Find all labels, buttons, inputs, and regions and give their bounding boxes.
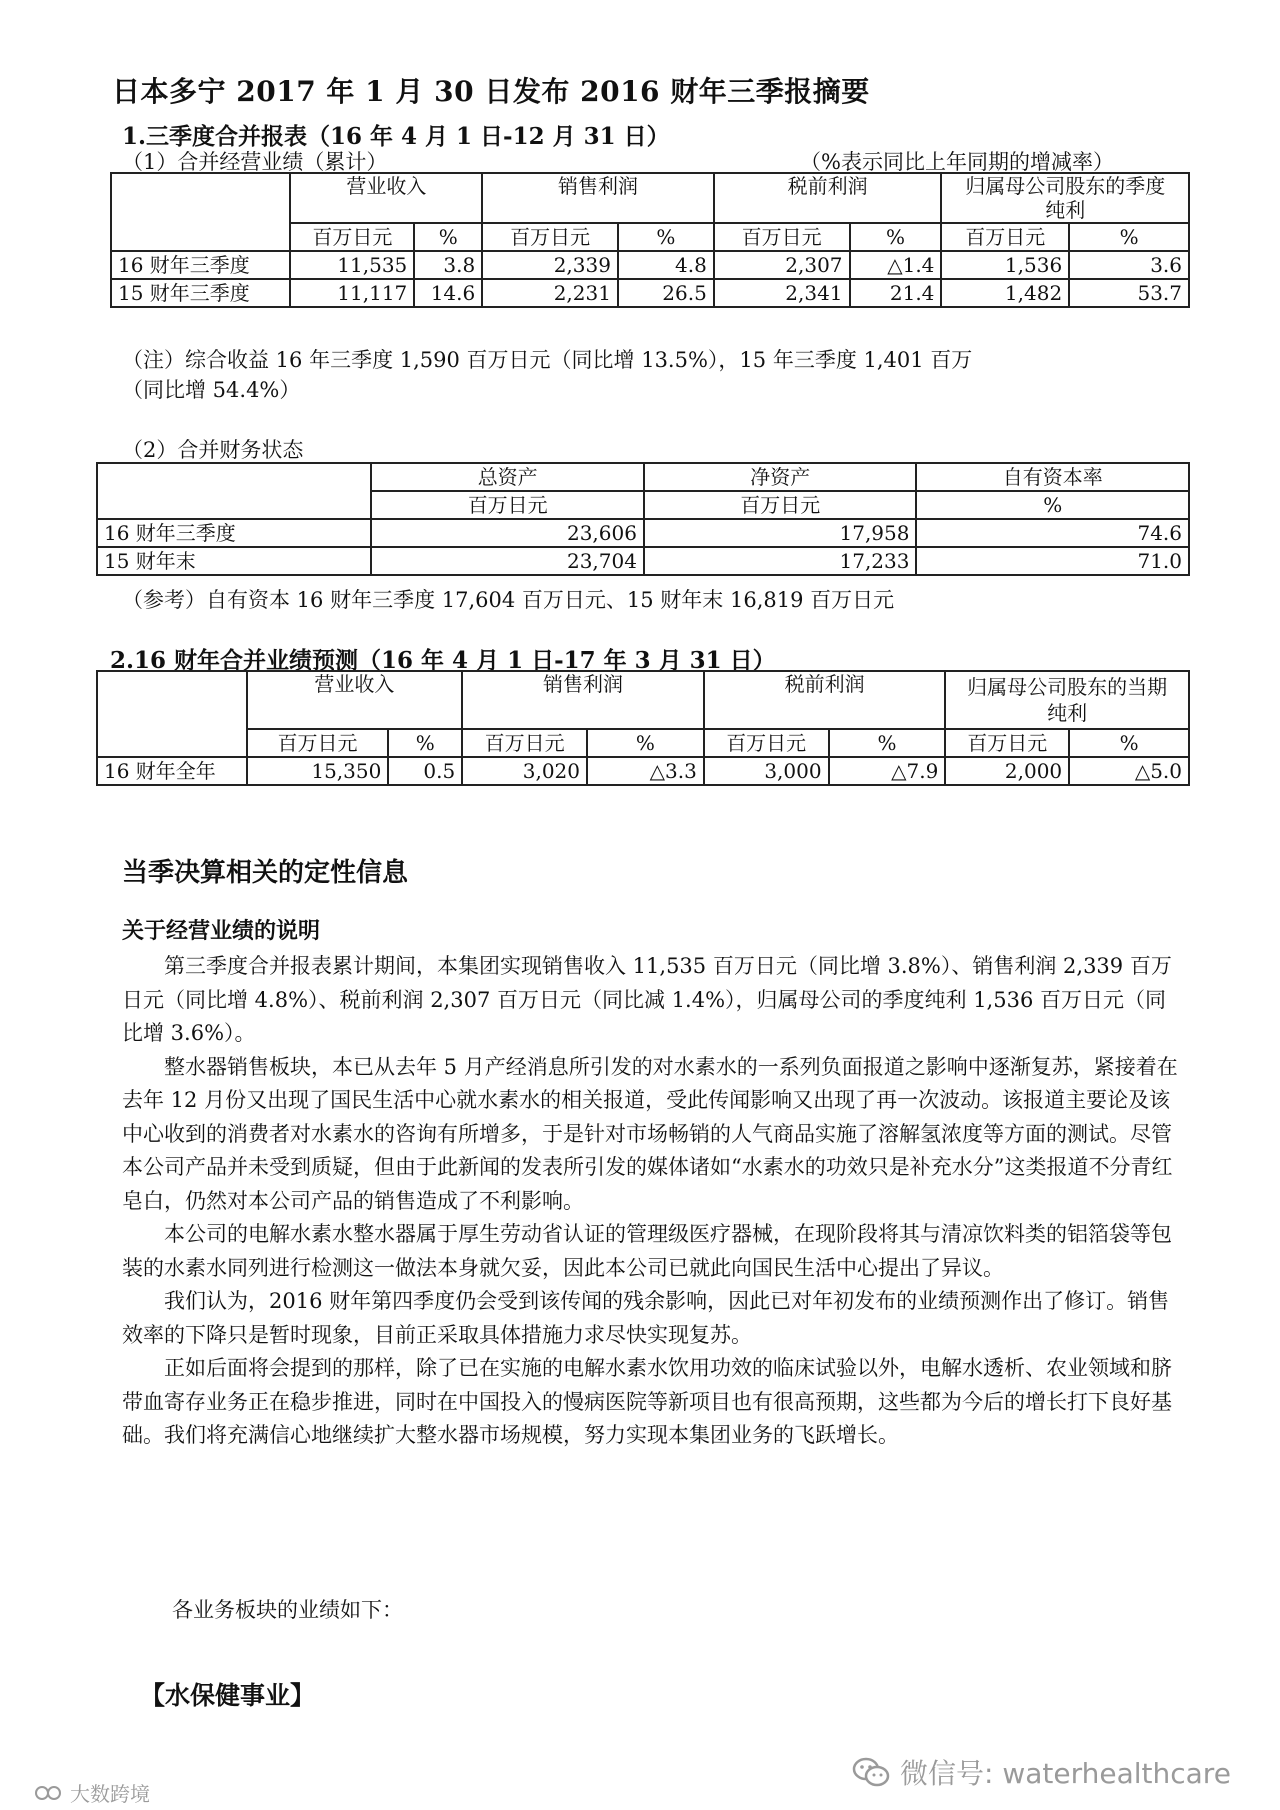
- table-cell: 3.8: [414, 251, 482, 279]
- table-cell: 15,350: [247, 757, 389, 785]
- table1-header: 销售利润: [482, 173, 714, 223]
- table3-unit: %: [1069, 729, 1189, 757]
- table-cell: △1.4: [850, 251, 942, 279]
- table2-header: 自有资本率: [916, 463, 1189, 491]
- table-row: [97, 519, 1189, 547]
- table-cell: 74.6: [916, 519, 1189, 547]
- table-cell: 1,536: [941, 251, 1069, 279]
- table-cell: 23,704: [371, 547, 644, 575]
- table3-unit: %: [388, 729, 462, 757]
- table-row: [111, 279, 1189, 307]
- section1-heading: 1.三季度合并报表（16 年 4 月 1 日-12 月 31 日）: [122, 123, 670, 150]
- table-cell: 2,307: [714, 251, 850, 279]
- table-cell: 0.5: [388, 757, 462, 785]
- table-cell: 17,958: [644, 519, 917, 547]
- qualitative-subheading: 关于经营业绩的说明: [122, 918, 321, 944]
- table-row: [97, 547, 1189, 575]
- paragraph: 我们认为，2016 财年第四季度仍会受到该传闻的残余影响，因此已对年初发布的业绩预测作出了修订。销售效率的下降只是暂时现象，目前正采取具体措施力求尽快实现复苏。: [122, 1289, 1170, 1347]
- table1-unit: %: [1069, 223, 1189, 251]
- table-cell: 14.6: [414, 279, 482, 307]
- segment-heading: 【水保健事业】: [140, 1681, 316, 1710]
- table-cell: 4.8: [618, 251, 714, 279]
- table-cell: 71.0: [916, 547, 1189, 575]
- table1-unit: %: [850, 223, 942, 251]
- closing-line: 各业务板块的业绩如下：: [172, 1598, 403, 1622]
- table3-unit: %: [587, 729, 704, 757]
- table-cell: △3.3: [587, 757, 704, 785]
- note2: （参考）自有资本 16 财年三季度 17,604 百万日元、15 财年末 16,819 百万日元: [122, 588, 895, 612]
- paragraph: 整水器销售板块，本已从去年 5 月产经消息所引发的对水素水的一系列负面报道之影响中逐渐复苏，紧接着在去年 12 月份又出现了国民生活中心就水素水的相关报道，受此传闻影响又出现了再一次波动。该报道主要论及该中心收到的消费者对水素水的咨询有所增多，于是针对市场畅销的人气商品实施了溶解氢浓度等方面的测试。尽管本公司产品并未受到质疑，但由于此新闻的发表所引发的媒体诸如“水素水的功效只是补充水分”这类报道不分青红皂白，仍然对本公司产品的销售造成了不利影响。: [122, 1054, 1178, 1213]
- table-row: [111, 251, 1189, 279]
- table2-header: 总资产: [371, 463, 644, 491]
- table2-header: 净资产: [644, 463, 917, 491]
- table-cell: 26.5: [618, 279, 714, 307]
- note1-line1: （注）综合收益 16 年三季度 1,590 百万日元（同比增 13.5%），15 年三季度 1,401 百万: [122, 348, 973, 372]
- row-label: 15 财年末: [97, 547, 371, 575]
- table3-header: 归属母公司股东的当期纯利: [945, 671, 1189, 729]
- table1-unit: 百万日元: [482, 223, 618, 251]
- table3-unit: 百万日元: [462, 729, 587, 757]
- table3-unit: 百万日元: [247, 729, 389, 757]
- qualitative-heading: 当季决算相关的定性信息: [122, 858, 409, 888]
- wechat-icon: [852, 1756, 890, 1788]
- table-forecast: [96, 670, 1190, 786]
- row-label: 15 财年三季度: [111, 279, 290, 307]
- table3-unit: %: [829, 729, 946, 757]
- table3-unit: 百万日元: [704, 729, 829, 757]
- table1-unit: %: [414, 223, 482, 251]
- table2-unit: 百万日元: [371, 491, 644, 519]
- section1-sub2: （2）合并财务状态: [122, 438, 304, 462]
- row-label: 16 财年全年: [97, 757, 247, 785]
- body-text: [122, 950, 1182, 1453]
- bottom-left-watermark: [34, 1778, 150, 1807]
- table-cell: 2,000: [945, 757, 1069, 785]
- section1-sub1: （1）合并经营业绩（累计）: [122, 150, 388, 174]
- table-cell: 11,117: [290, 279, 414, 307]
- table-cell: △5.0: [1069, 757, 1189, 785]
- table-cell: 1,482: [941, 279, 1069, 307]
- row-label: 16 财年三季度: [97, 519, 371, 547]
- table3-corner: [97, 671, 247, 757]
- table-cell: 2,341: [714, 279, 850, 307]
- brand-logo-icon: [34, 1783, 64, 1803]
- table-cell: 3,020: [462, 757, 587, 785]
- table-cell: 2,231: [482, 279, 618, 307]
- note1-line2: （同比增 54.4%）: [122, 378, 301, 402]
- table2-unit: %: [916, 491, 1189, 519]
- table1-unit: 百万日元: [290, 223, 414, 251]
- bottom-left-brand: 大数跨境: [70, 1782, 150, 1806]
- wechat-id: 微信号: waterhealthcare: [900, 1757, 1231, 1790]
- table1-unit: 百万日元: [941, 223, 1069, 251]
- row-label: 16 财年三季度: [111, 251, 290, 279]
- table3-header: 销售利润: [462, 671, 704, 729]
- paragraph: 第三季度合并报表累计期间，本集团实现销售收入 11,535 百万日元（同比增 3.8%）、销售利润 2,339 百万日元（同比增 4.8%）、税前利润 2,307 百万日元（同比减 1.4%），归属母公司的季度纯利 1,536 百万日元（同比增 3.6%）。: [122, 954, 1172, 1045]
- table-row: [97, 757, 1189, 785]
- table1-unit: %: [618, 223, 714, 251]
- table1-unit: 百万日元: [714, 223, 850, 251]
- table-cell: 17,233: [644, 547, 917, 575]
- table-cell: 11,535: [290, 251, 414, 279]
- table1-header: 营业收入: [290, 173, 482, 223]
- table-cell: 3,000: [704, 757, 829, 785]
- table1-corner: [111, 173, 290, 251]
- table1-header: 归属母公司股东的季度纯利: [941, 173, 1189, 223]
- paragraph: 正如后面将会提到的那样，除了已在实施的电解水素水饮用功效的临床试验以外，电解水透析、农业领域和脐带血寄存业务正在稳步推进，同时在中国投入的慢病医院等新项目也有很高预期，这些都为今后的增长打下良好基础。我们将充满信心地继续扩大整水器市场规模，努力实现本集团业务的飞跃增长。: [122, 1356, 1172, 1447]
- table-cell: 21.4: [850, 279, 942, 307]
- table-cell: 3.6: [1069, 251, 1189, 279]
- table-cell: 2,339: [482, 251, 618, 279]
- table-quarterly-results: [110, 172, 1190, 308]
- table-cell: 23,606: [371, 519, 644, 547]
- table1-header: 税前利润: [714, 173, 942, 223]
- section1-sub1-note: （%表示同比上年同期的增减率）: [800, 150, 1114, 174]
- table-financial-position: [96, 462, 1190, 576]
- paragraph: 本公司的电解水素水整水器属于厚生劳动省认证的管理级医疗器械，在现阶段将其与清凉饮料类的铝箔袋等包装的水素水同列进行检测这一做法本身就欠妥，因此本公司已就此向国民生活中心提出了异议。: [122, 1222, 1172, 1280]
- table2-unit: 百万日元: [644, 491, 917, 519]
- table-cell: △7.9: [829, 757, 946, 785]
- table3-unit: 百万日元: [945, 729, 1069, 757]
- section2-heading: 2.16 财年合并业绩预测（16 年 4 月 1 日-17 年 3 月 31 日）: [110, 647, 776, 674]
- wechat-watermark: [852, 1752, 1231, 1792]
- table2-corner: [97, 463, 371, 519]
- table3-header: 营业收入: [247, 671, 463, 729]
- document-title: 日本多宁 2017 年 1 月 30 日发布 2016 财年三季报摘要: [112, 75, 870, 108]
- table3-header: 税前利润: [704, 671, 946, 729]
- table-cell: 53.7: [1069, 279, 1189, 307]
